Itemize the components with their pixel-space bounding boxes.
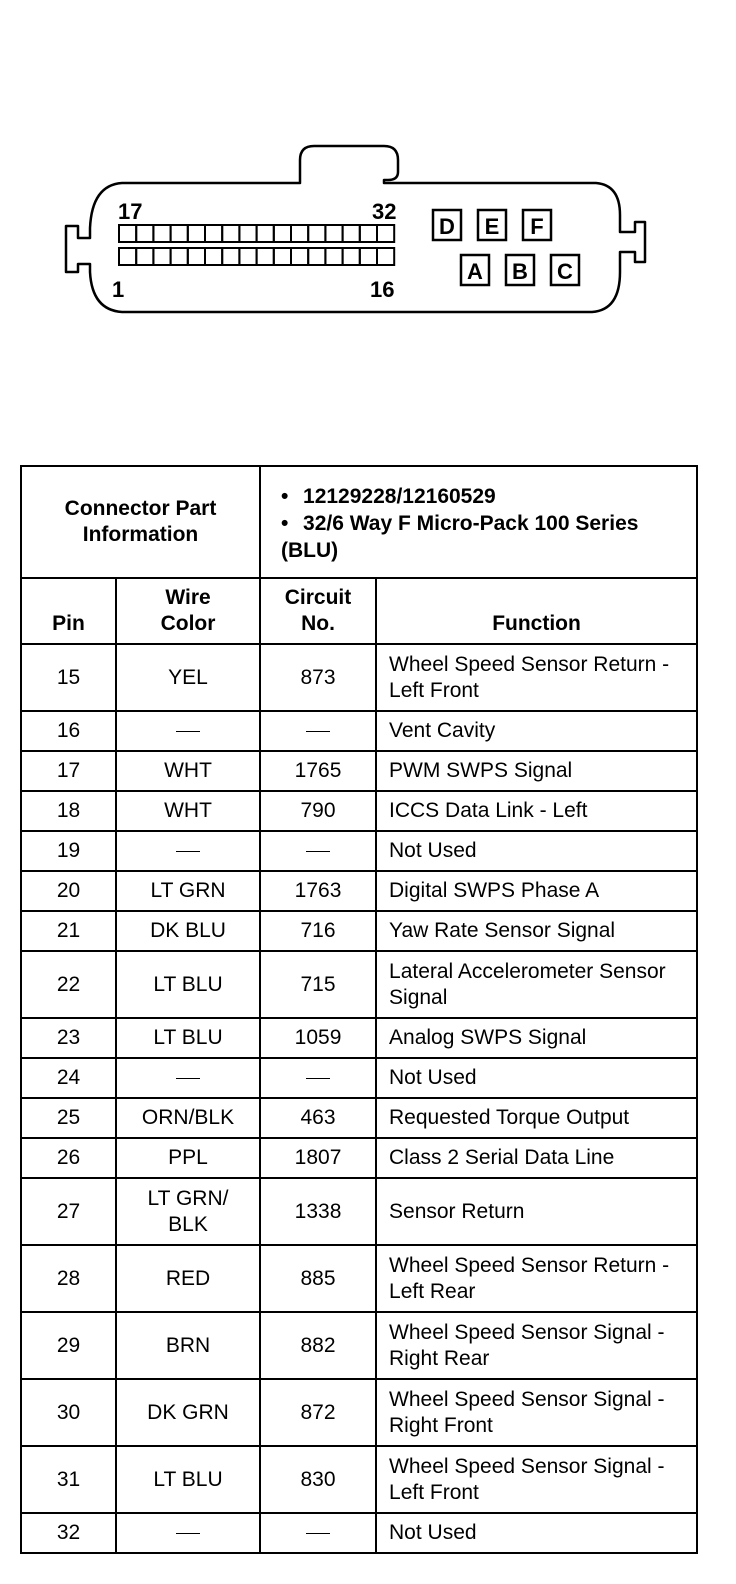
pin-number: 19: [21, 831, 116, 871]
circuit-number: [260, 831, 376, 871]
bottom-row-pin-cavity: [119, 248, 136, 265]
bottom-row-pin-cavity: [171, 248, 188, 265]
top-row-pin-cavity: [153, 225, 170, 242]
pin-function: Vent Cavity: [376, 711, 697, 751]
top-row-end-label: 32: [372, 199, 397, 224]
pin-function: Class 2 Serial Data Line: [376, 1138, 697, 1178]
pin-row: [21, 1379, 697, 1446]
empty-dash: [306, 851, 330, 852]
pin-row: [21, 791, 697, 831]
wire-color: [116, 1513, 260, 1553]
pin-row: [21, 911, 697, 951]
empty-dash: [176, 731, 200, 732]
pin-function: Requested Torque Output: [376, 1098, 697, 1138]
connector-diagram: [0, 0, 736, 360]
circuit-number: [260, 1513, 376, 1553]
wire-color: RED: [116, 1245, 260, 1312]
cavity-b: B: [512, 259, 528, 284]
part-number-bullet: • 12129228/12160529: [281, 484, 496, 508]
bottom-row-pin-cavity: [153, 248, 170, 265]
pin-function: Wheel Speed Sensor Signal - Left Front: [376, 1446, 697, 1513]
pin-row: [21, 1312, 697, 1379]
pin-function: Analog SWPS Signal: [376, 1018, 697, 1058]
wire-color: DK BLU: [116, 911, 260, 951]
pinout-table: [20, 465, 698, 1554]
wire-color: PPL: [116, 1138, 260, 1178]
pin-row: [21, 1245, 697, 1312]
bottom-row-pin-cavity: [291, 248, 308, 265]
cavity-a: A: [467, 259, 483, 284]
wire-color: [116, 831, 260, 871]
pin-function: Not Used: [376, 831, 697, 871]
connector-part-info-label: Connector Part Information: [21, 466, 260, 578]
empty-dash: [176, 1533, 200, 1534]
top-row-start-label: 17: [118, 199, 143, 224]
empty-dash: [176, 1078, 200, 1079]
pin-number: 25: [21, 1098, 116, 1138]
wire-color: [116, 711, 260, 751]
pin-row: [21, 1018, 697, 1058]
wire-color: LT GRN: [116, 871, 260, 911]
wire-color: WHT: [116, 791, 260, 831]
top-row-pin-cavity: [119, 225, 136, 242]
pin-number: 16: [21, 711, 116, 751]
pin-number: 21: [21, 911, 116, 951]
pin-row: [21, 711, 697, 751]
pin-number: 18: [21, 791, 116, 831]
pin-function: Sensor Return: [376, 1178, 697, 1245]
bottom-row-pin-cavity: [257, 248, 274, 265]
cavity-d: D: [439, 214, 455, 239]
pin-number: 17: [21, 751, 116, 791]
top-row-pin-cavity: [205, 225, 222, 242]
bottom-row-pin-cavity: [360, 248, 377, 265]
circuit-number: 1807: [260, 1138, 376, 1178]
pin-number: 26: [21, 1138, 116, 1178]
pin-row: [21, 1513, 697, 1553]
pin-number: 29: [21, 1312, 116, 1379]
cavity-c: C: [557, 259, 573, 284]
circuit-number: 882: [260, 1312, 376, 1379]
bottom-row-pin-cavity: [325, 248, 342, 265]
pin-number: 20: [21, 871, 116, 911]
bottom-row-pin-cavity: [136, 248, 153, 265]
pin-function: PWM SWPS Signal: [376, 751, 697, 791]
connector-info-row: [21, 466, 697, 578]
pin-row: [21, 644, 697, 711]
column-header-pin: Pin: [21, 578, 116, 644]
empty-dash: [176, 851, 200, 852]
circuit-number: 1763: [260, 871, 376, 911]
top-row-pin-cavity: [343, 225, 360, 242]
pin-row: [21, 951, 697, 1018]
pin-row: [21, 1446, 697, 1513]
top-row-pin-cavity: [377, 225, 394, 242]
circuit-number: [260, 711, 376, 751]
pin-number: 27: [21, 1178, 116, 1245]
circuit-number: 1765: [260, 751, 376, 791]
bottom-row-pin-cavity: [377, 248, 394, 265]
pin-function: Wheel Speed Sensor Signal - Right Rear: [376, 1312, 697, 1379]
wire-color: WHT: [116, 751, 260, 791]
top-row-pin-cavity: [257, 225, 274, 242]
bottom-row-pin-cavity: [308, 248, 325, 265]
wire-color: DK GRN: [116, 1379, 260, 1446]
pin-number: 28: [21, 1245, 116, 1312]
bottom-row-end-label: 16: [370, 277, 395, 302]
circuit-number: 1059: [260, 1018, 376, 1058]
wire-color: LT BLU: [116, 1446, 260, 1513]
top-row-pin-cavity: [239, 225, 256, 242]
circuit-number: 790: [260, 791, 376, 831]
pin-function: Lateral Accelerometer Sensor Signal: [376, 951, 697, 1018]
pin-row: [21, 1058, 697, 1098]
pin-function: Digital SWPS Phase A: [376, 871, 697, 911]
pin-function: Wheel Speed Sensor Signal - Right Front: [376, 1379, 697, 1446]
pin-function: Wheel Speed Sensor Return - Left Front: [376, 644, 697, 711]
pin-number: 30: [21, 1379, 116, 1446]
pin-number: 24: [21, 1058, 116, 1098]
top-row-pin-cavity: [222, 225, 239, 242]
column-header-circuit-no: Circuit No.: [260, 578, 376, 644]
bottom-row-pin-cavity: [205, 248, 222, 265]
wire-color: BRN: [116, 1312, 260, 1379]
wire-color: LT GRN/ BLK: [116, 1178, 260, 1245]
cavity-e: E: [484, 214, 500, 239]
empty-dash: [306, 731, 330, 732]
empty-dash: [306, 1078, 330, 1079]
pin-row: [21, 831, 697, 871]
pin-function: ICCS Data Link - Left: [376, 791, 697, 831]
pin-function: Yaw Rate Sensor Signal: [376, 911, 697, 951]
bottom-row-pin-cavity: [239, 248, 256, 265]
empty-dash: [306, 1533, 330, 1534]
circuit-number: 463: [260, 1098, 376, 1138]
bottom-row-start-label: 1: [112, 277, 125, 302]
pin-number: 32: [21, 1513, 116, 1553]
wire-color: LT BLU: [116, 951, 260, 1018]
top-row-pin-cavity: [291, 225, 308, 242]
pin-number: 22: [21, 951, 116, 1018]
wire-color: ORN/BLK: [116, 1098, 260, 1138]
circuit-number: 872: [260, 1379, 376, 1446]
circuit-number: [260, 1058, 376, 1098]
column-header-function: Function: [376, 578, 697, 644]
top-row-pin-cavity: [325, 225, 342, 242]
top-row-pin-cavity: [274, 225, 291, 242]
connector-part-info-list: [260, 466, 697, 578]
wire-color: YEL: [116, 644, 260, 711]
circuit-number: 716: [260, 911, 376, 951]
circuit-number: 885: [260, 1245, 376, 1312]
pin-function: Wheel Speed Sensor Return - Left Rear: [376, 1245, 697, 1312]
pin-row: [21, 1138, 697, 1178]
pin-row: [21, 1178, 697, 1245]
top-row-pin-cavity: [171, 225, 188, 242]
pin-function: Not Used: [376, 1058, 697, 1098]
cavity-f: F: [530, 214, 544, 239]
wire-color: LT BLU: [116, 1018, 260, 1058]
circuit-number: 830: [260, 1446, 376, 1513]
top-row-pin-cavity: [308, 225, 325, 242]
bottom-row-pin-cavity: [188, 248, 205, 265]
top-row-pin-cavity: [136, 225, 153, 242]
bottom-row-pin-cavity: [222, 248, 239, 265]
column-header-wire-color: Wire Color: [116, 578, 260, 644]
top-row-pin-cavity: [360, 225, 377, 242]
pin-row: [21, 751, 697, 791]
column-header-row: [21, 578, 697, 644]
pin-number: 15: [21, 644, 116, 711]
pin-row: [21, 1098, 697, 1138]
circuit-number: 715: [260, 951, 376, 1018]
bottom-row-pin-cavity: [343, 248, 360, 265]
pin-row: [21, 871, 697, 911]
pin-number: 23: [21, 1018, 116, 1058]
circuit-number: 873: [260, 644, 376, 711]
bottom-row-pin-cavity: [274, 248, 291, 265]
connector-type-bullet: • 32/6 Way F Micro-Pack 100 Series (BLU): [281, 511, 639, 562]
pin-function: Not Used: [376, 1513, 697, 1553]
circuit-number: 1338: [260, 1178, 376, 1245]
top-row-pin-cavity: [188, 225, 205, 242]
wire-color: [116, 1058, 260, 1098]
pin-number: 31: [21, 1446, 116, 1513]
